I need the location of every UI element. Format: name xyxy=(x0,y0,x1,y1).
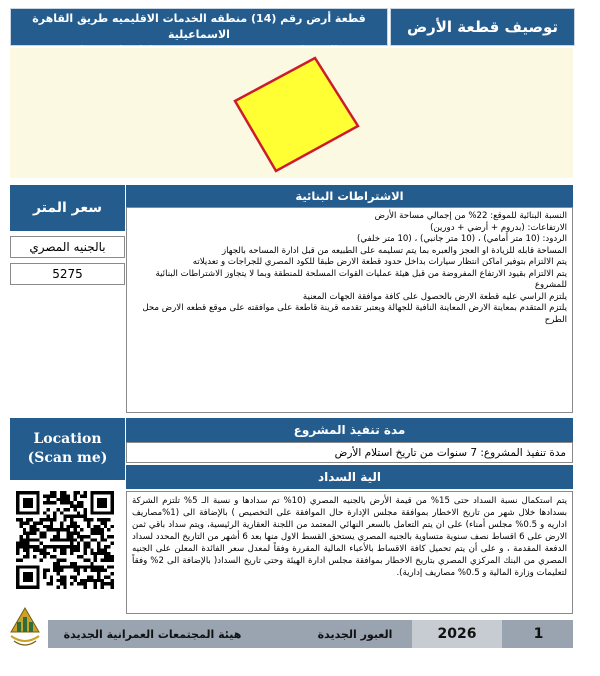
location-title-line2: (Scan me) xyxy=(27,450,108,466)
price-unit: بالجنيه المصري xyxy=(10,236,125,258)
location-qr-code[interactable] xyxy=(16,491,114,589)
building-conditions-title: الاشتراطات البنائية xyxy=(126,185,573,207)
building-conditions-body xyxy=(126,207,573,413)
condition-item: الردود: (10 متر أمامي) ، (10 متر جانبي) ، (10 متر خلفي) xyxy=(357,234,567,244)
footer-organization: هيئة المجتمعات العمرانية الجديدة xyxy=(63,627,242,641)
parcel-map xyxy=(10,48,573,178)
duration-text: مدة تنفيذ المشروع: 7 سنوات من تاريخ استلام الأرض xyxy=(126,442,573,463)
condition-item: الارتفاعات: (بدروم + أرضي + دورين) xyxy=(430,222,567,233)
parcel-description-line1: قطعة أرض رقم (14) منطقه الخدمات الاقليميه طريق القاهرة الاسماعيلية xyxy=(32,12,366,41)
footer-city: العبور الجديدة xyxy=(317,627,393,641)
condition-item: يتم الالتزام بتوفير اماكن انتظار سيارات بداخل حدود قطعة الارض طبقا للكود المصري للجراجات و تعديلاته xyxy=(192,257,567,267)
nucra-logo-icon xyxy=(8,606,42,650)
condition-item: يتم الالتزام بقيود الارتفاع المفروضة من قبل هيئة عمليات القوات المسلحة للمنطقة وبما لا يتجاوز الاشتراطات البنائية للمشروع xyxy=(155,268,567,290)
payment-text: يتم استكمال نسبة السداد حتى 15% من قيمة الأرض بالجنيه المصري (10% تم سدادها و نسبة الـ 5% تلتزم الشركة بسدادها خلال شهر من تاريخ الاخطار بموافقة مجلس الإدارة حال الموافقة على التخصيص ) بالإضافة الى (1%مصاريف اداريه و 0.5% مجلس أمناء) على ان يتم التعامل بالسعر النهائي المعتمد من اللجنة العقارية الرئيسية، ويتم سداد باقي ثمن الارض على 6 اقساط نصف سنوية متساوية بالجنيه المصري يستحق القسط الاول منها بعد 6 أشهر من التاريخ المحدد لسداد الدفعة المقدمة ، و على أن يتم تحميل كافة الاقساط بالأعباء المالية المقررة وفقاً لمعدل سعر الفائدة المعلن على الجنيه المصري من البنك المركزي المصري بتاريخ الاخطار بموافقة مجلس ادارة الهيئة وحتى تاريخ السداد( بالإضافة الى 2% وفقاً لتعليمات وزارة المالية و 0.5% مصاريف إدارية). xyxy=(126,491,573,614)
payment-title: الية السداد xyxy=(126,465,573,489)
condition-item: النسبة البنائية للموقع: 22% من إجمالي مساحة الأرض xyxy=(374,211,567,221)
price-title: سعر المتر xyxy=(10,185,125,231)
document-title: توصيف قطعة الأرض xyxy=(390,8,575,46)
condition-item: يلتزم المتقدم بمعاينة الارض المعاينة النافية للجهالة ويعتبر تقدمه قرينة قاطعة على موافقته على موقع قطعه الارض محل الطرح xyxy=(142,303,567,325)
footer-year: 2026 xyxy=(412,620,502,648)
parcel-shape xyxy=(10,48,573,178)
parcel-polygon xyxy=(235,58,358,171)
condition-item: يلتزم الراسي عليه قطعة الارض بالحصول على كافة موافقة الجهات المعنية xyxy=(302,291,567,302)
parcel-description xyxy=(10,8,388,46)
location-title-line1: Location xyxy=(33,431,102,447)
condition-item: المساحة قابله للزيادة او العجز والعبره بما يتم تسليمه على الطبيعه من قبل ادارة المساحه بالجهاز xyxy=(222,245,567,256)
price-value: 5275 xyxy=(10,263,125,285)
location-title xyxy=(10,418,125,480)
duration-title: مدة تنفيذ المشروع xyxy=(126,418,573,442)
page-number: 1 xyxy=(533,626,544,642)
